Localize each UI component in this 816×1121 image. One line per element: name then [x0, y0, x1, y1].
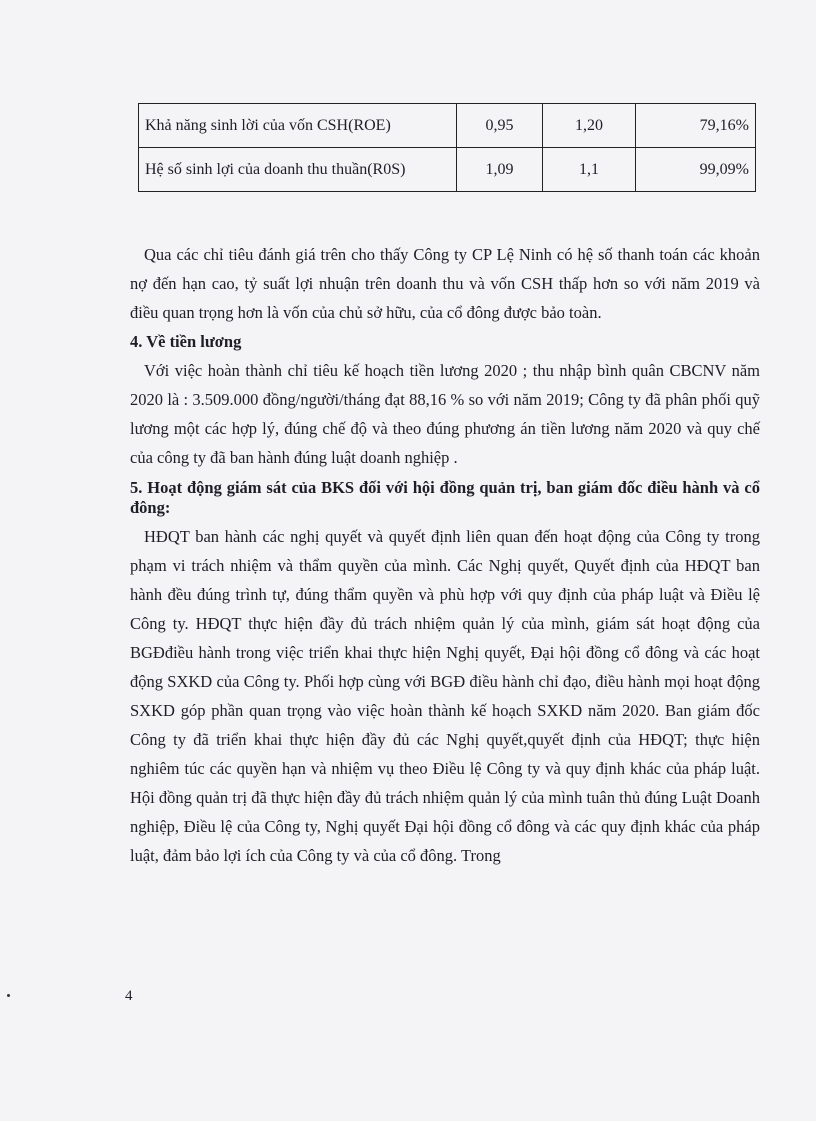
table-row — [139, 104, 756, 148]
page-number: 4 — [125, 988, 133, 1004]
row-label: Hệ số sinh lợi của doanh thu thuần(R0S) — [139, 148, 457, 192]
value-ratio: 99,09% — [636, 148, 756, 192]
section-heading-4: 4. Về tiền lương — [130, 332, 242, 351]
paragraph-supervision: HĐQT ban hành các nghị quyết và quyết định liên quan đến hoạt động của Công ty trong phạm vi trách nhiệm và thẩm quyền của mình. Các Nghị quyết, Quyết định của HĐQT ban hành đều đúng trình tự, đúng thẩm quyền và phù hợp với quy định của pháp luật và Điều lệ Công ty. HĐQT thực hiện đầy đủ trách nhiệm quản lý của mình, giám sát hoạt động của BGĐđiều hành trong việc triển khai thực hiện Nghị quyết, Đại hội đồng cổ đông và các hoạt động SXKD của Công ty. Phối hợp cùng với BGĐ điều hành chỉ đạo, điều hành mọi hoạt động SXKD góp phần quan trọng vào việc hoàn thành kế hoạch SXKD năm 2020. Ban giám đốc Công ty đã triển khai thực hiện đầy đủ các Nghị quyết,quyết định của HĐQT; thực hiện nghiêm túc các quyền hạn và nhiệm vụ theo Điều lệ Công ty và quy định khác của pháp luật. Hội đồng quản trị đã thực hiện đầy đủ trách nhiệm quản lý của mình tuân thủ đúng Luật Doanh nghiệp, Điều lệ của Công ty, Nghị quyết Đại hội đồng cổ đông và các quy định khác của pháp luật, đảm bảo lợi ích của Công ty và của cổ đông. Trong — [130, 527, 760, 865]
value-2020: 1,20 — [543, 104, 636, 148]
table-row — [139, 148, 756, 192]
paragraph-salary: Với việc hoàn thành chỉ tiêu kế hoạch tiền lương 2020 ; thu nhập bình quân CBCNV năm 2020 là : 3.509.000 đồng/người/tháng đạt 88,16 % so với năm 2019; Công ty đã phân phối quỹ lương một các hợp lý, đúng chế độ và theo đúng phương án tiền lương năm 2020 và quy chế của công ty đã ban hành đúng luật doanh nghiệp . — [130, 361, 760, 467]
paragraph-ratio-summary: Qua các chỉ tiêu đánh giá trên cho thấy Công ty CP Lệ Ninh có hệ số thanh toán các khoản nợ đến hạn cao, tỷ suất lợi nhuận trên doanh thu và vốn CSH thấp hơn so với năm 2019 và điều quan trọng hơn là vốn của chủ sở hữu, của cổ đông được bảo toàn. — [130, 245, 760, 322]
value-2019: 0,95 — [457, 104, 543, 148]
value-2020: 1,1 — [543, 148, 636, 192]
section-heading-5: 5. Hoạt động giám sát của BKS đối với hội đồng quản trị, ban giám đốc điều hành và cổ đông: — [130, 478, 760, 517]
scan-speck — [7, 994, 10, 997]
row-label: Khả năng sinh lời của vốn CSH(ROE) — [139, 104, 457, 148]
value-2019: 1,09 — [457, 148, 543, 192]
body-text — [130, 240, 760, 870]
value-ratio: 79,16% — [636, 104, 756, 148]
financial-ratio-table — [138, 103, 756, 192]
